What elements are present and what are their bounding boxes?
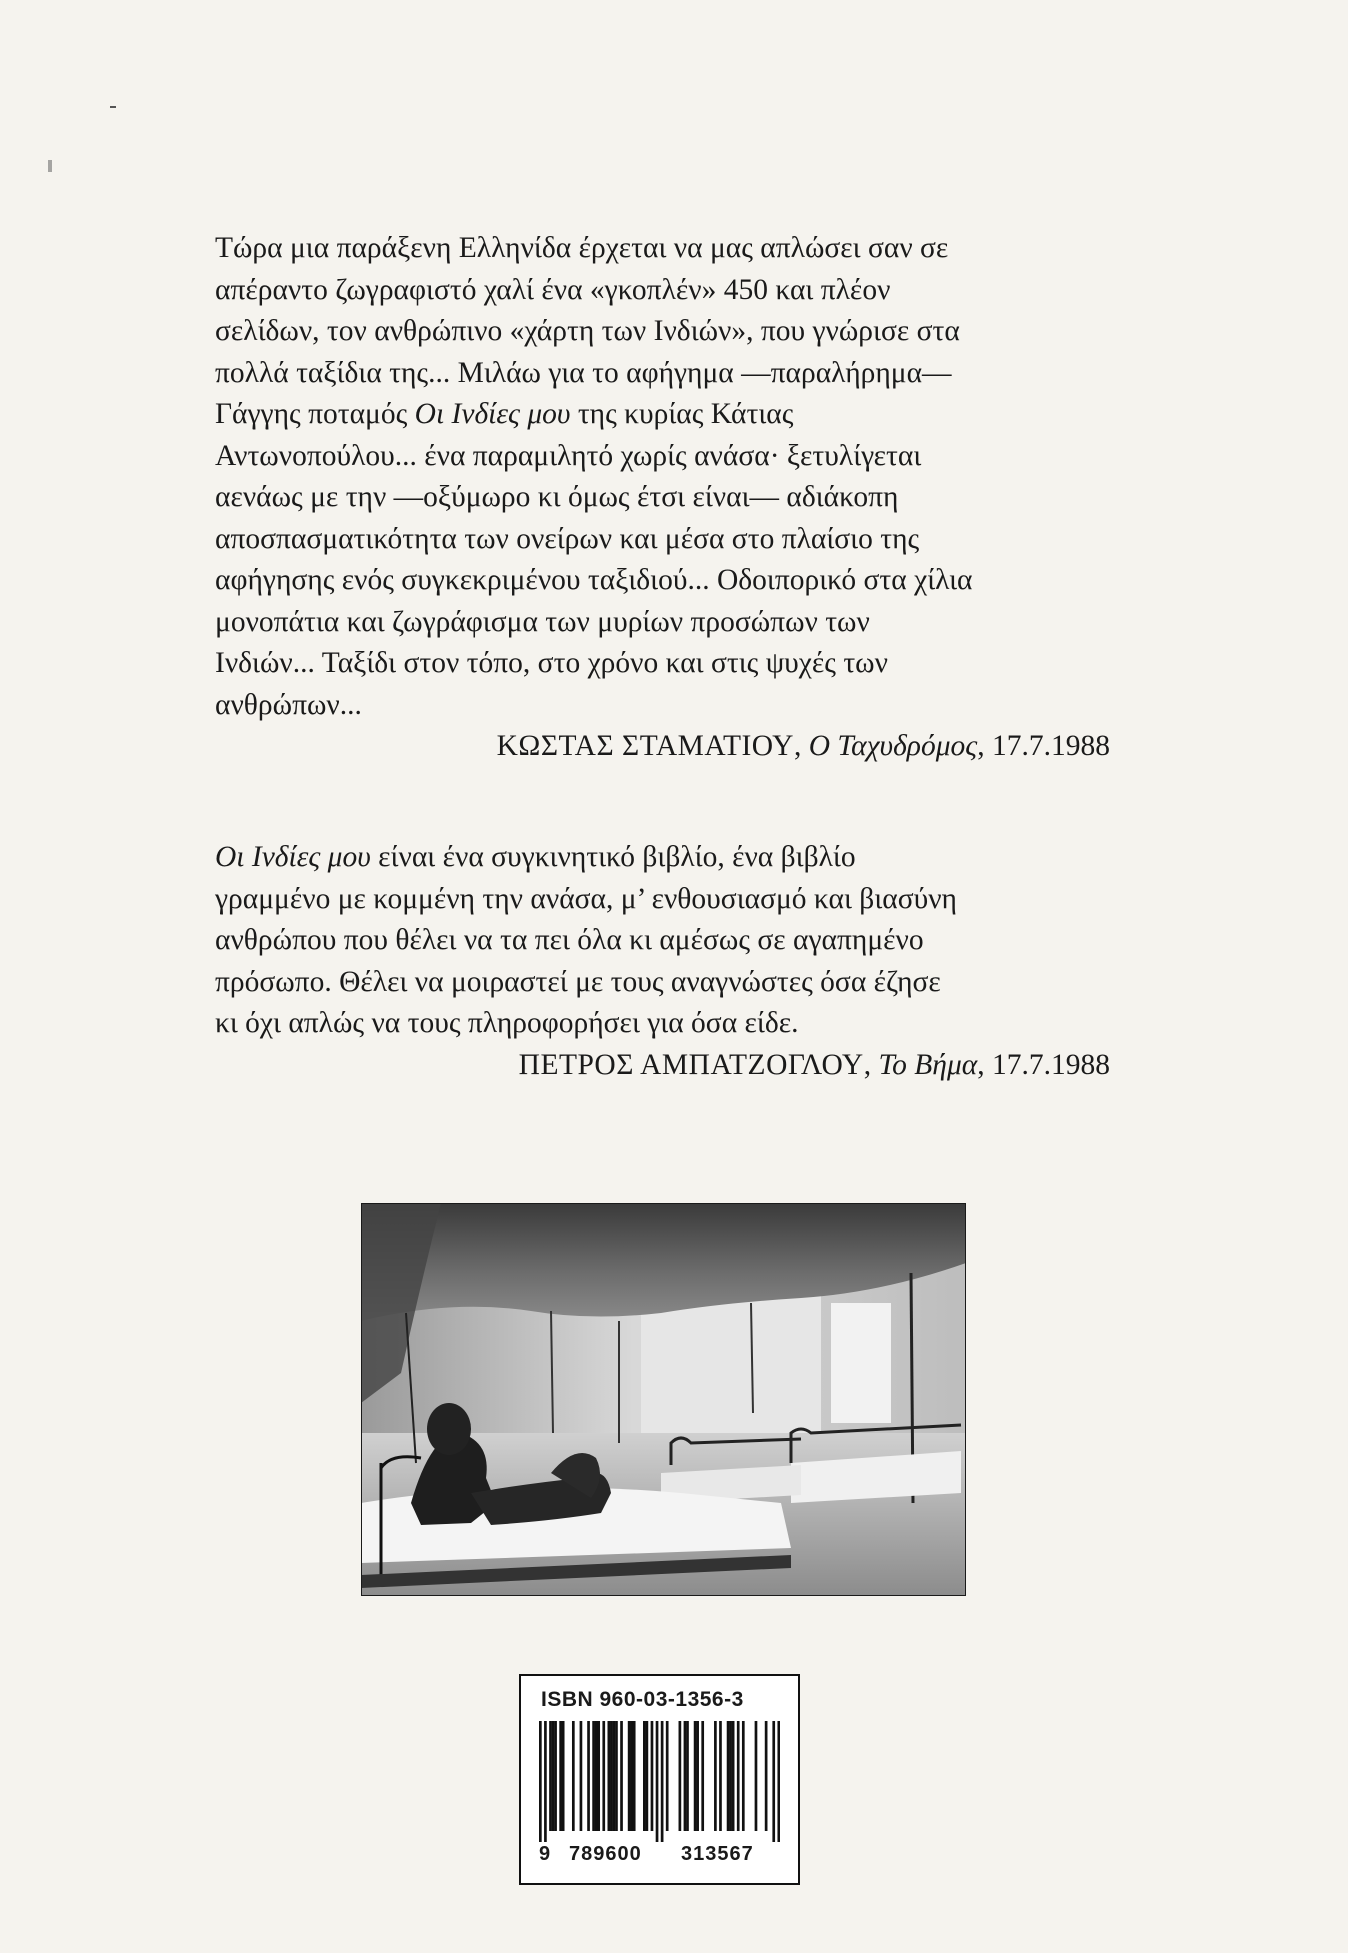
isbn-barcode-box xyxy=(519,1674,800,1885)
barcode-bar xyxy=(694,1721,697,1831)
separator: , xyxy=(793,730,809,762)
barcode-bar xyxy=(587,1721,590,1831)
reviewer-name: ΠΕΤΡΟΣ ΑΜΠΑΤΖΟΓΛΟΥ xyxy=(518,1048,864,1081)
barcode-digit-prefix: 9 xyxy=(539,1843,551,1865)
text-line: ανθρώπων... xyxy=(215,688,362,721)
book-title: Οι Ινδίες μου xyxy=(414,398,571,430)
text-line: πολλά ταξίδια της... Μιλάω για το αφήγημα —παραλήρημα— xyxy=(215,356,952,389)
print-mark xyxy=(48,160,52,172)
barcode-bar xyxy=(633,1721,636,1831)
photo-illustration xyxy=(361,1203,966,1596)
barcode-bar xyxy=(630,1721,633,1831)
reviewer-name: ΚΩΣΤΑΣ ΣΤΑΜΑΤΙΟΥ xyxy=(496,730,794,762)
barcode-bar xyxy=(661,1721,664,1842)
barcode-bar xyxy=(729,1721,732,1831)
barcode-bar xyxy=(643,1721,646,1831)
barcode-bar xyxy=(597,1721,600,1831)
review-text xyxy=(215,228,1110,726)
separator: , xyxy=(863,1048,879,1081)
review-date: , 17.7.1988 xyxy=(977,1048,1110,1081)
barcode-bar xyxy=(737,1721,740,1831)
barcode-bar xyxy=(772,1721,775,1842)
barcode-bar xyxy=(552,1721,555,1831)
barcode-bar xyxy=(646,1721,649,1831)
text-line: Ινδιών... Ταξίδι στον τόπο, στο χρόνο και στις ψυχές των xyxy=(215,647,888,679)
barcode-bar xyxy=(719,1721,722,1831)
text-line: απέραντο ζωγραφιστό χαλί ένα «γκοπλέν» 450 και πλέον xyxy=(215,273,891,306)
text-segment: είναι ένα συγκινητικό βιβλίο, ένα βιβλίο xyxy=(370,841,856,873)
review-quote-1 xyxy=(215,228,1110,768)
text-segment: Γάγγης ποταμός xyxy=(215,398,415,430)
barcode-bar xyxy=(696,1721,699,1831)
publication-name: Ο Ταχυδρόμος xyxy=(808,730,978,762)
text-line: αενάως με την —οξύμωρο κι όμως έτσι είναι— αδιάκοπη xyxy=(215,481,899,513)
barcode-bar xyxy=(686,1721,689,1831)
barcode-bar xyxy=(755,1721,758,1831)
barcode-bar xyxy=(572,1721,575,1831)
barcode-bar xyxy=(615,1721,618,1831)
barcode-bar xyxy=(727,1721,730,1831)
barcode-bar xyxy=(592,1721,595,1831)
text-line: ανθρώπου που θέλει να τα πει όλα κι αμέσως σε αγαπημένο xyxy=(215,924,924,956)
barcode-bar xyxy=(714,1721,717,1831)
barcode-digits-right: 313567 xyxy=(681,1843,754,1865)
text-segment: της κυρίας Κάτιας xyxy=(570,398,794,430)
text-line: σελίδων, τον ανθρώπινο «χάρτη των Ινδιών», που γνώρισε στα xyxy=(215,315,960,347)
barcode-bar xyxy=(559,1721,562,1831)
barcode-bar xyxy=(651,1721,654,1831)
text-line: γραμμένο με κομμένη την ανάσα, μ’ ενθουσιασμό και βιασύνη xyxy=(215,882,957,915)
barcode-bar xyxy=(656,1721,659,1842)
text-line: Τώρα μια παράξενη Ελληνίδα έρχεται να μας απλώσει σαν σε xyxy=(215,232,949,264)
text-line xyxy=(215,837,1110,879)
barcode-digits-left: 789600 xyxy=(569,1843,642,1865)
barcode-bar xyxy=(777,1721,780,1842)
barcode-bar xyxy=(679,1721,682,1831)
review-attribution xyxy=(215,1045,1110,1087)
barcode-bar xyxy=(549,1721,552,1831)
author-photograph xyxy=(361,1203,966,1596)
barcode-bar xyxy=(765,1721,768,1831)
barcode-bar xyxy=(580,1721,583,1831)
barcode-bar xyxy=(539,1721,542,1842)
isbn-label: ISBN 960-03-1356-3 xyxy=(541,1688,744,1711)
barcode-bar xyxy=(595,1721,598,1831)
review-date: , 17.7.1988 xyxy=(977,730,1110,762)
text-line xyxy=(215,394,1110,436)
text-line: πρόσωπο. Θέλει να μοιραστεί με τους αναγνώστες όσα έζησε xyxy=(215,965,941,998)
barcode-graphic xyxy=(539,1721,780,1842)
barcode-bar xyxy=(666,1721,669,1831)
text-line: Αντωνοπούλου... ένα παραμιλητό χωρίς ανάσα· ξετυλίγεται xyxy=(215,439,922,472)
text-line: αφήγησης ενός συγκεκριμένου ταξιδιού... Οδοιπορικό στα χίλια xyxy=(215,564,973,596)
review-quote-2 xyxy=(215,837,1110,1086)
barcode-bar xyxy=(628,1721,631,1831)
barcode-bar xyxy=(701,1721,704,1831)
barcode-bar xyxy=(620,1721,623,1831)
text-line: κι όχι απλώς να τους πληροφορήσει για όσα είδε. xyxy=(215,1007,799,1039)
barcode-bar xyxy=(610,1721,613,1831)
text-line: αποσπασματικότητα των ονείρων και μέσα στο πλαίσιο της xyxy=(215,522,920,555)
barcode-bar xyxy=(613,1721,616,1831)
barcode-bar xyxy=(607,1721,610,1831)
book-title: Οι Ινδίες μου xyxy=(215,841,371,873)
publication-name: Το Βήμα xyxy=(878,1048,978,1081)
barcode-bar xyxy=(742,1721,745,1831)
barcode-bar xyxy=(602,1721,605,1831)
barcode-bar xyxy=(562,1721,565,1831)
barcode-bar xyxy=(544,1721,547,1842)
text-line: μονοπάτια και ζωγράφισμα των μυρίων προσώπων των xyxy=(215,605,870,638)
print-mark xyxy=(110,106,116,108)
barcode-bar xyxy=(732,1721,735,1831)
barcode-bar xyxy=(554,1721,557,1831)
review-text xyxy=(215,837,1110,1045)
barcode-bar xyxy=(684,1721,687,1831)
review-attribution xyxy=(215,726,1110,768)
